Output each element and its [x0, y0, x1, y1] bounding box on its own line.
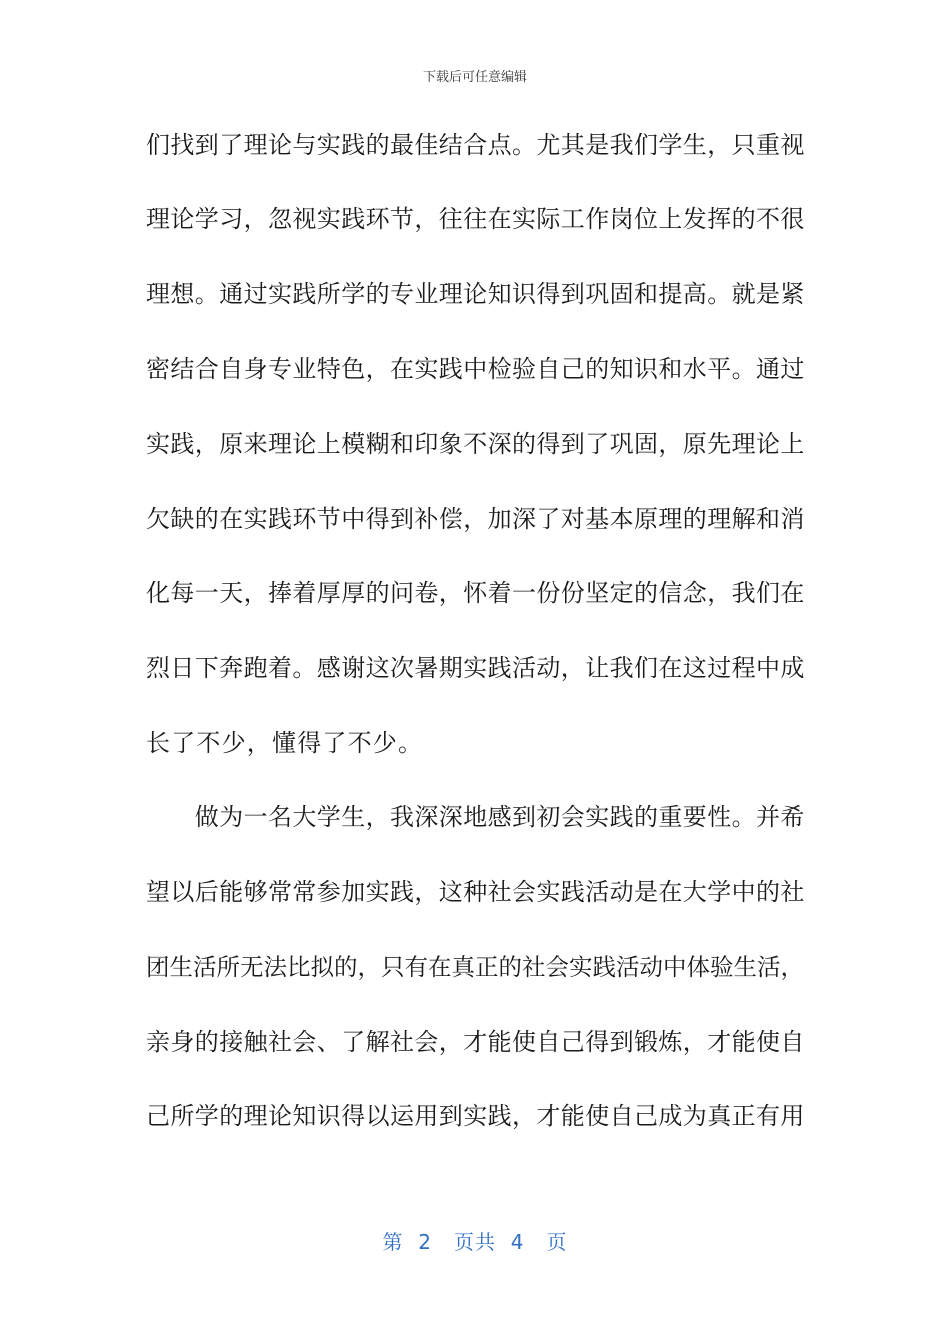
text-line: 欠缺的在实践环节中得到补偿，加深了对基本原理的理解和消 [146, 505, 805, 533]
text-line: 己所学的理论知识得以运用到实践，才能使自己成为真正有用 [146, 1102, 805, 1130]
text-line: 团生活所无法比拟的，只有在真正的社会实践活动中体验生活， [146, 953, 804, 981]
text-line: 化每一天，捧着厚厚的问卷，怀着一份份坚定的信念，我们在 [146, 579, 805, 607]
text-line: 长了不少，懂得了不少。 [146, 729, 424, 757]
text-line: 理论学习，忽视实践环节，往往在实际工作岗位上发挥的不很 [146, 205, 805, 233]
text-line: 亲身的接触社会、了解社会，才能使自己得到锻炼，才能使自 [146, 1028, 805, 1056]
text-line: 实践，原来理论上模糊和印象不深的得到了巩固，原先理论上 [146, 430, 805, 458]
text-line: 烈日下奔跑着。感谢这次暑期实践活动，让我们在这过程中成 [146, 654, 805, 682]
page-number-text: 第 2 页共 4 页 [382, 1230, 568, 1254]
text-line: 理想。通过实践所学的专业理论知识得到巩固和提高。就是紧 [146, 280, 805, 308]
text-line: 做为一名大学生，我深深地感到初会实践的重要性。并希 [146, 803, 805, 831]
text-line: 密结合自身专业特色，在实践中检验自己的知识和水平。通过 [146, 355, 805, 383]
page-number-footer [0, 1226, 950, 1255]
page-header: 下载后可任意编辑 [422, 70, 527, 85]
text-line: 望以后能够常常参加实践，这种社会实践活动是在大学中的社 [146, 878, 805, 906]
text-line: 们找到了理论与实践的最佳结合点。尤其是我们学生，只重视 [146, 131, 805, 159]
